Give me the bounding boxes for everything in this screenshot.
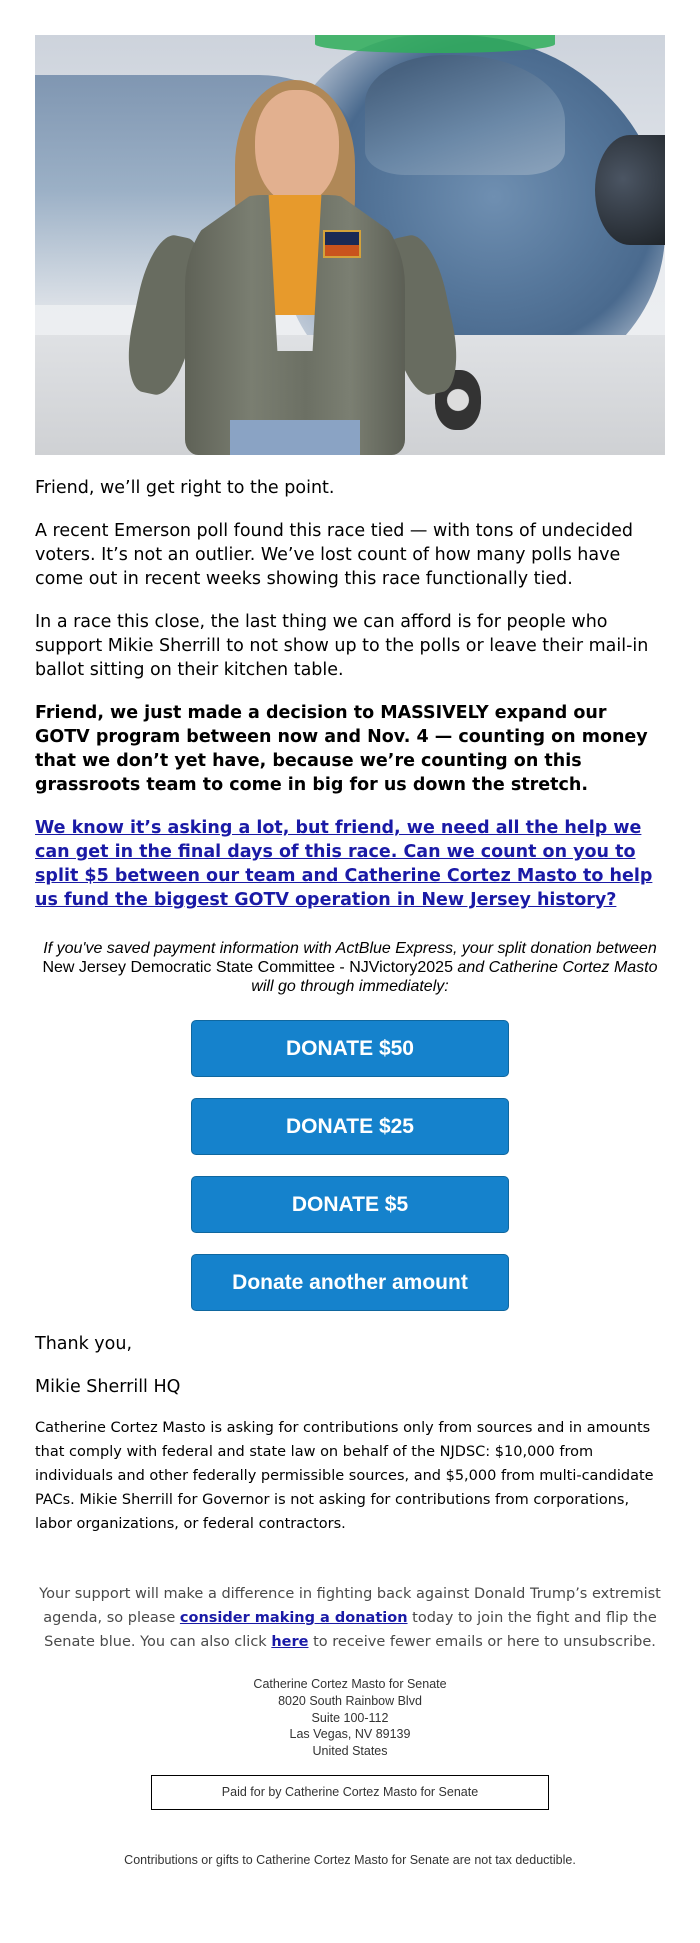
- donate-25-button[interactable]: DONATE $25: [191, 1098, 509, 1155]
- support-footer: [35, 1582, 665, 1654]
- donate-buttons: [35, 1020, 665, 1311]
- consider-donation-link[interactable]: consider making a donation: [179, 1610, 408, 1626]
- address-country: United States: [312, 1744, 388, 1759]
- support-text-2: today to join the fight and flip the Senate blue. You can also click: [44, 1610, 657, 1650]
- hero-photo: [35, 35, 665, 455]
- helicopter-nose: [595, 135, 665, 245]
- express-note-committee: New Jersey Democratic State Committee - NJVictory2025: [42, 959, 453, 976]
- closing-thanks: Thank you,: [35, 1334, 133, 1354]
- actblue-express-note: [35, 939, 665, 996]
- mailing-address: [35, 1676, 665, 1760]
- paid-for-disclaimer: Paid for by Catherine Cortez Masto for Senate: [151, 1775, 549, 1810]
- support-text-1: Your support will make a difference in fighting back against Donald Trump’s extremist agenda, so please: [39, 1586, 661, 1626]
- contribution-disclaimer: Catherine Cortez Masto is asking for contributions only from sources and in amounts that comply with federal and state law on behalf of the NJDSC: $10,000 from individuals and other federally permissible sources, and $5,000 from multi-candidate PACs. Mikie Sherrill for Governor is not asking for contributions from corporations, labor organizations, or federal contractors.: [35, 1420, 654, 1532]
- gotv-paragraph: Friend, we just made a decision to MASSIVELY expand our GOTV program between now and Nov. 4 — counting on money that we don’t yet have, because we’re counting on this grassroots team to come in big for us down the stretch.: [35, 703, 648, 795]
- donate-5-button[interactable]: DONATE $5: [191, 1176, 509, 1233]
- flight-jacket-patch: [323, 230, 361, 258]
- address-suite: Suite 100-112: [311, 1710, 389, 1725]
- signature: Mikie Sherrill HQ: [35, 1377, 181, 1397]
- address-name: Catherine Cortez Masto for Senate: [253, 1677, 447, 1691]
- person-face: [255, 90, 339, 205]
- ask-paragraph: [35, 816, 665, 912]
- support-text-3: to receive fewer emails or here to unsubscribe.: [308, 1634, 656, 1650]
- address-city: Las Vegas, NV 89139: [289, 1727, 411, 1742]
- poll-paragraph: A recent Emerson poll found this race tied — with tons of undecided voters. It’s not an outlier. We’ve lost count of how many polls have come out in recent weeks showing this race functionally tied.: [35, 521, 633, 589]
- address-street: 8020 South Rainbow Blvd: [278, 1693, 422, 1708]
- person-jeans: [230, 420, 360, 455]
- helicopter-canopy-trim: [315, 35, 555, 53]
- express-note-part1: If you've saved payment information with ActBlue Express, your split donation between: [43, 940, 657, 957]
- donate-50-button[interactable]: DONATE $50: [191, 1020, 509, 1077]
- split-donation-link[interactable]: We know it’s asking a lot, but friend, we need all the help we can get in the final days of this race. Can we count on you to split $5 between our team and Catherine Cortez Masto to help us fund the biggest GOTV operation in New Jersey history?: [35, 818, 653, 910]
- express-note-part3: and Catherine Cortez Masto will go through immediately:: [251, 959, 658, 995]
- tax-deductible-note: Contributions or gifts to Catherine Cortez Masto for Senate are not tax deductible.: [124, 1852, 576, 1867]
- turnout-paragraph: In a race this close, the last thing we can afford is for people who support Mikie Sherrill to not show up to the polls or leave their mail-in ballot sitting on their kitchen table.: [35, 612, 649, 680]
- donate-other-amount-button[interactable]: Donate another amount: [191, 1254, 509, 1311]
- fewer-emails-link[interactable]: here: [271, 1634, 309, 1650]
- greeting-paragraph: Friend, we’ll get right to the point.: [35, 478, 335, 498]
